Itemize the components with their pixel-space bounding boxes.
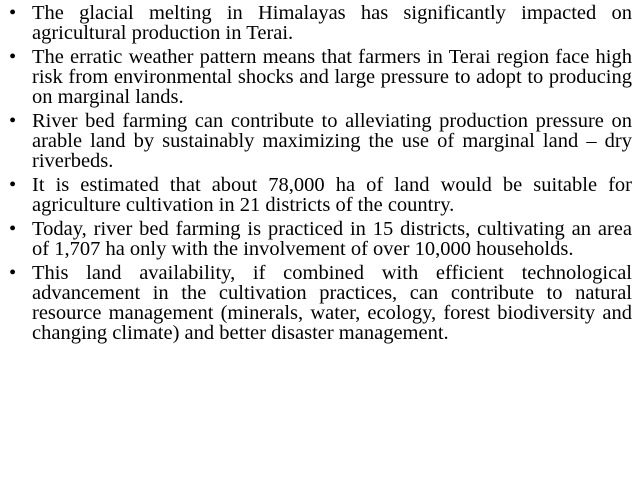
bullet-text: The glacial melting in Himalayas has significantly impacted on agricultural production in Terai. [32, 2, 632, 44]
bullet-dot-icon: • [9, 262, 17, 284]
bullet-item-3 [8, 111, 632, 171]
bullet-text: The erratic weather pattern means that farmers in Terai region face high risk from environmental shocks and large pressure to adopt to producing on marginal lands. [32, 46, 632, 108]
bullet-dot-icon: • [9, 110, 17, 132]
bullet-item-5 [8, 219, 632, 259]
bullet-item-4 [8, 175, 632, 215]
bullet-dot-icon: • [9, 46, 17, 68]
bullet-text: It is estimated that about 78,000 ha of land would be suitable for agriculture cultivation in 21 districts of the country. [32, 174, 632, 216]
bullet-text: Today, river bed farming is practiced in 15 districts, cultivating an area of 1,707 ha only with the involvement of over 10,000 households. [32, 218, 632, 260]
bullet-list [8, 3, 632, 347]
bullet-dot-icon: • [9, 2, 17, 24]
bullet-dot-icon: • [9, 218, 17, 240]
bullet-item-2 [8, 47, 632, 107]
bullet-text: This land availability, if combined with efficient technological advancement in the cultivation practices, can contribute to natural resource management (minerals, water, ecology, forest biodiversity and changing climate) and better disaster management. [32, 262, 632, 344]
bullet-dot-icon: • [9, 174, 17, 196]
bullet-text: River bed farming can contribute to alleviating production pressure on arable land by sustainably maximizing the use of marginal land – dry riverbeds. [32, 110, 632, 172]
bullet-item-1 [8, 3, 632, 43]
bullet-item-6 [8, 263, 632, 343]
